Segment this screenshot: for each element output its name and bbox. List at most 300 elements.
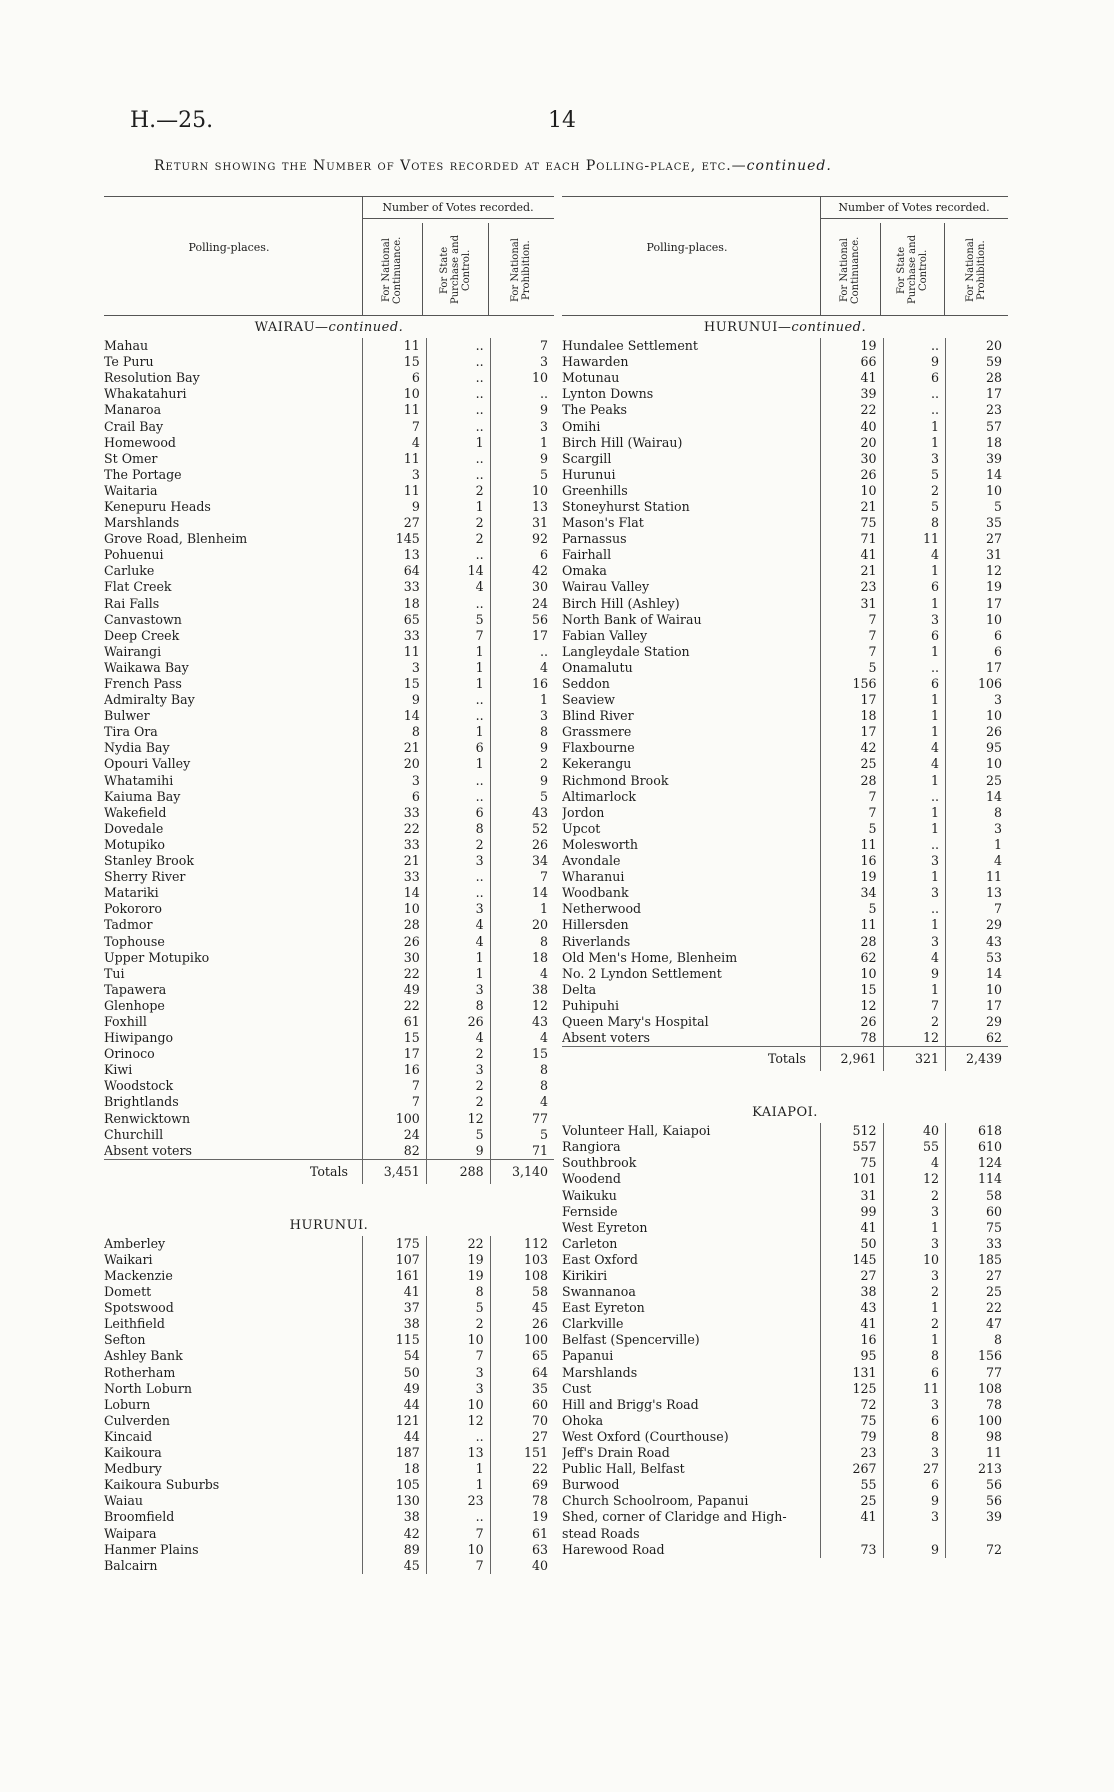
table-row <box>104 1381 554 1397</box>
state-purchase-votes: .. <box>883 660 946 676</box>
state-purchase-header: For State Purchase and Control. <box>438 235 472 305</box>
table-row <box>562 547 1008 563</box>
polling-place: Belfast (Spencerville) <box>562 1332 700 1348</box>
polling-place: Tapawera <box>104 981 167 997</box>
continuance-votes: 15 <box>363 354 427 370</box>
prohibition-votes: 12 <box>946 563 1009 579</box>
polling-place: Rai Falls <box>104 595 160 611</box>
state-purchase-votes: 2 <box>883 1188 946 1204</box>
state-purchase-votes: 4 <box>883 740 946 756</box>
prohibition-votes: 92 <box>490 531 554 547</box>
state-purchase-votes: 1 <box>426 950 490 966</box>
continuance-votes: 25 <box>821 756 884 772</box>
state-purchase-votes: 1 <box>883 982 946 998</box>
prohibition-votes: 16 <box>490 676 554 692</box>
table-row <box>104 756 554 772</box>
table-row <box>104 708 554 724</box>
prohibition-votes: 6 <box>946 628 1009 644</box>
state-purchase-votes: 3 <box>883 885 946 901</box>
state-purchase-votes: 5 <box>883 467 946 483</box>
prohibition-votes: 1 <box>490 692 554 708</box>
state-purchase-header: For State Purchase and Control. <box>895 235 929 305</box>
state-purchase-votes: .. <box>883 901 946 917</box>
polling-place: Opouri Valley <box>104 756 191 772</box>
prohibition-votes: 4 <box>490 1030 554 1046</box>
prohibition-votes: 56 <box>946 1493 1009 1509</box>
continuance-votes: 7 <box>363 1094 427 1110</box>
table-row <box>562 821 1008 837</box>
table-row <box>104 386 554 402</box>
continuance-votes: 49 <box>363 1381 427 1397</box>
continuance-votes: 7 <box>821 789 884 805</box>
polling-place: Avondale <box>562 853 621 869</box>
state-purchase-votes: .. <box>426 354 490 370</box>
state-purchase-votes: 1 <box>883 805 946 821</box>
table-row <box>562 483 1008 499</box>
polling-place: Wakefield <box>104 804 167 820</box>
continuance-votes: 31 <box>821 596 884 612</box>
prohibition-votes: 14 <box>946 789 1009 805</box>
prohibition-votes: 56 <box>946 1477 1009 1493</box>
prohibition-votes: 39 <box>946 451 1009 467</box>
prohibition-votes: 40 <box>490 1558 554 1574</box>
state-purchase-votes: 6 <box>426 805 490 821</box>
table-row <box>562 467 1008 483</box>
state-purchase-votes: 12 <box>426 1413 490 1429</box>
polling-place: Glenhope <box>104 997 165 1013</box>
prohibition-votes: 98 <box>946 1429 1009 1445</box>
state-purchase-votes: .. <box>426 386 490 402</box>
table-row <box>562 612 1008 628</box>
table-row <box>104 1445 554 1461</box>
polling-place: Loburn <box>104 1396 151 1412</box>
totals-value: 2,961 <box>821 1047 884 1072</box>
prohibition-votes: 22 <box>946 1300 1009 1316</box>
table-row <box>104 1558 554 1574</box>
state-purchase-votes: .. <box>426 402 490 418</box>
polling-place: Matariki <box>104 885 159 901</box>
continuance-votes: 41 <box>821 1509 884 1525</box>
table-row <box>104 660 554 676</box>
table-row <box>562 1220 1008 1236</box>
prohibition-votes: 11 <box>946 869 1009 885</box>
table-row <box>104 1030 554 1046</box>
prohibition-votes: 17 <box>946 660 1009 676</box>
polling-place: Whatamihi <box>104 772 174 788</box>
continuance-votes: 27 <box>363 515 427 531</box>
state-purchase-votes: 2 <box>426 1046 490 1062</box>
table-row <box>562 1252 1008 1268</box>
state-purchase-votes: 4 <box>426 933 490 949</box>
state-purchase-votes: 9 <box>883 966 946 982</box>
table-row <box>562 1123 1008 1139</box>
state-purchase-votes: 2 <box>426 483 490 499</box>
polling-place: West Eyreton <box>562 1219 648 1235</box>
table-row <box>562 435 1008 451</box>
polling-place: Orinoco <box>104 1046 155 1062</box>
state-purchase-votes: 12 <box>883 1030 946 1047</box>
polling-place: No. 2 Lyndon Settlement <box>562 965 722 981</box>
continuance-votes: 16 <box>821 1332 884 1348</box>
prohibition-votes: 27 <box>946 531 1009 547</box>
state-purchase-votes: 1 <box>883 869 946 885</box>
prohibition-votes: 10 <box>946 612 1009 628</box>
wairau-table <box>104 338 554 1184</box>
state-purchase-votes: 8 <box>883 1429 946 1445</box>
polling-place: Southbrook <box>562 1155 637 1171</box>
table-row <box>104 451 554 467</box>
state-purchase-votes: 7 <box>426 1558 490 1574</box>
continuance-votes <box>821 1525 884 1541</box>
prohibition-votes: 151 <box>490 1445 554 1461</box>
prohibition-votes: 42 <box>490 563 554 579</box>
totals-label: Totals <box>104 1159 363 1184</box>
continuance-votes: 42 <box>821 740 884 756</box>
state-purchase-votes: 3 <box>426 982 490 998</box>
table-row <box>562 1429 1008 1445</box>
totals-row <box>104 1159 554 1184</box>
continuance-votes: 30 <box>821 451 884 467</box>
prohibition-votes: 5 <box>490 467 554 483</box>
continuance-votes: 17 <box>821 692 884 708</box>
state-purchase-votes: 27 <box>883 1461 946 1477</box>
continuance-votes: 65 <box>363 612 427 628</box>
polling-place: Fabian Valley <box>562 627 648 643</box>
continuance-votes: 26 <box>821 467 884 483</box>
table-row <box>104 547 554 563</box>
continuance-votes: 7 <box>821 628 884 644</box>
continuance-votes: 38 <box>363 1316 427 1332</box>
prohibition-votes: 1 <box>490 901 554 917</box>
prohibition-votes: 20 <box>946 338 1009 354</box>
section-kaiapoi: KAIAPOI. <box>752 1105 818 1121</box>
polling-place: Queen Mary's Hospital <box>562 1013 709 1029</box>
polling-place: Absent voters <box>104 1142 192 1158</box>
polling-place: Mason's Flat <box>562 515 644 531</box>
table-row <box>104 402 554 418</box>
state-purchase-votes: 19 <box>426 1268 490 1284</box>
table-row <box>104 338 554 354</box>
continuance-votes: 18 <box>363 596 427 612</box>
polling-place: Altimarlock <box>562 788 636 804</box>
prohibition-votes: 8 <box>490 1062 554 1078</box>
totals-value: 3,451 <box>363 1159 427 1184</box>
polling-place: East Oxford <box>562 1251 638 1267</box>
prohibition-votes: 27 <box>946 1268 1009 1284</box>
continuance-votes: 75 <box>821 1413 884 1429</box>
state-purchase-votes: 1 <box>883 821 946 837</box>
continuance-votes: 101 <box>821 1171 884 1187</box>
continuance-votes: 267 <box>821 1461 884 1477</box>
table-row <box>562 1236 1008 1252</box>
continuance-votes: 89 <box>363 1542 427 1558</box>
continuance-votes: 145 <box>363 531 427 547</box>
polling-place: Hawarden <box>562 354 629 370</box>
state-purchase-votes: .. <box>426 1429 490 1445</box>
table-row <box>104 676 554 692</box>
continuance-votes: 20 <box>363 756 427 772</box>
continuance-votes: 28 <box>821 773 884 789</box>
prohibition-votes: 10 <box>490 370 554 386</box>
state-purchase-votes: 3 <box>883 933 946 949</box>
continuance-votes: 28 <box>363 917 427 933</box>
continuance-votes: 25 <box>821 1493 884 1509</box>
state-purchase-votes: 1 <box>883 773 946 789</box>
polling-place: Grove Road, Blenheim <box>104 531 248 547</box>
table-row <box>562 579 1008 595</box>
page-number: 14 <box>548 108 576 133</box>
table-row <box>562 1204 1008 1220</box>
prohibition-votes: 185 <box>946 1252 1009 1268</box>
prohibition-votes: 24 <box>490 596 554 612</box>
state-purchase-votes: 4 <box>426 579 490 595</box>
state-purchase-votes: 7 <box>426 1525 490 1541</box>
table-row <box>562 660 1008 676</box>
table-row <box>562 1365 1008 1381</box>
continuance-votes: 9 <box>363 499 427 515</box>
document-code: H.—25. <box>130 108 214 133</box>
prohibition-votes: 156 <box>946 1348 1009 1364</box>
continuance-votes: 22 <box>363 998 427 1014</box>
prohibition-votes: 4 <box>490 966 554 982</box>
prohibition-votes: 31 <box>946 547 1009 563</box>
continuance-votes: 26 <box>821 1014 884 1030</box>
prohibition-votes: 26 <box>946 724 1009 740</box>
polling-place: Upcot <box>562 820 601 836</box>
state-purchase-votes: 1 <box>883 418 946 434</box>
continuance-votes: 55 <box>821 1477 884 1493</box>
continuance-votes: 40 <box>821 418 884 434</box>
polling-place: North Bank of Wairau <box>562 611 702 627</box>
state-purchase-votes: 10 <box>883 1252 946 1268</box>
right-column <box>562 196 1008 1558</box>
prohibition-votes: 63 <box>490 1542 554 1558</box>
continuance-votes: 156 <box>821 676 884 692</box>
polling-place: Resolution Bay <box>104 370 200 386</box>
state-purchase-votes: 26 <box>426 1014 490 1030</box>
table-row <box>562 789 1008 805</box>
table-row <box>104 644 554 660</box>
polling-place: Woodstock <box>104 1078 174 1094</box>
continuance-votes: 15 <box>821 982 884 998</box>
polling-place: Wairau Valley <box>562 579 650 595</box>
polling-place: The Portage <box>104 466 182 482</box>
continuance-votes: 33 <box>363 628 427 644</box>
prohibition-votes: 35 <box>490 1381 554 1397</box>
totals-value: 321 <box>883 1047 946 1072</box>
continuance-votes: 99 <box>821 1204 884 1220</box>
polling-place: Domett <box>104 1284 152 1300</box>
state-purchase-votes: 1 <box>426 660 490 676</box>
continuance-votes: 19 <box>821 869 884 885</box>
polling-place: Riverlands <box>562 933 631 949</box>
polling-place: Waiau <box>104 1493 144 1509</box>
continuance-votes: 7 <box>363 418 427 434</box>
polling-place: Waikuku <box>562 1187 617 1203</box>
polling-place: Hurunui <box>562 466 616 482</box>
polling-place: Lynton Downs <box>562 386 654 402</box>
state-purchase-votes: 3 <box>426 1062 490 1078</box>
prohibition-votes: 18 <box>490 950 554 966</box>
page-title: Return showing the Number of Votes recorded at each Polling-place, etc.—continued. <box>154 158 832 174</box>
polling-place: Birch Hill (Wairau) <box>562 434 683 450</box>
polling-place: Rotherham <box>104 1364 176 1380</box>
state-purchase-votes: 6 <box>883 676 946 692</box>
table-row <box>562 1332 1008 1348</box>
polling-place: Jordon <box>562 804 605 820</box>
polling-place: East Eyreton <box>562 1300 645 1316</box>
table-row <box>562 1268 1008 1284</box>
table-row <box>104 1236 554 1252</box>
continuance-votes: 187 <box>363 1445 427 1461</box>
continuance-votes: 79 <box>821 1429 884 1445</box>
prohibition-votes: 5 <box>946 499 1009 515</box>
table-row <box>562 1014 1008 1030</box>
prohibition-votes: 25 <box>946 1284 1009 1300</box>
state-purchase-votes: 2 <box>426 515 490 531</box>
continuance-votes: 73 <box>821 1542 884 1558</box>
table-row <box>104 1268 554 1284</box>
polling-place: Public Hall, Belfast <box>562 1461 685 1477</box>
state-purchase-votes: 8 <box>883 1348 946 1364</box>
state-purchase-votes: .. <box>426 885 490 901</box>
table-row <box>104 612 554 628</box>
state-purchase-votes: .. <box>426 467 490 483</box>
state-purchase-votes: .. <box>426 1509 490 1525</box>
prohibition-votes: 38 <box>490 982 554 998</box>
state-purchase-votes: 4 <box>426 1030 490 1046</box>
section-wairau: WAIRAU—continued. <box>254 320 404 335</box>
polling-place: Carleton <box>562 1235 618 1251</box>
continuance-votes: 21 <box>821 563 884 579</box>
prohibition-votes: 112 <box>490 1236 554 1252</box>
continuance-votes: 41 <box>821 1316 884 1332</box>
kaiapoi-table <box>562 1123 1008 1558</box>
prohibition-votes: 3 <box>946 692 1009 708</box>
state-purchase-votes: 2 <box>883 1014 946 1030</box>
polling-place: Delta <box>562 981 597 997</box>
state-purchase-votes: 1 <box>883 596 946 612</box>
prohibition-votes: 3 <box>490 708 554 724</box>
prohibition-votes: 4 <box>490 1094 554 1110</box>
table-row <box>104 1429 554 1445</box>
polling-place: Wharanui <box>562 869 625 885</box>
continuance-votes: 75 <box>821 515 884 531</box>
table-row <box>104 950 554 966</box>
table-row <box>562 1348 1008 1364</box>
state-purchase-votes: 2 <box>426 1078 490 1094</box>
table-row <box>104 692 554 708</box>
table-row <box>104 1509 554 1525</box>
polling-place: Ohoka <box>562 1412 604 1428</box>
table-row <box>562 869 1008 885</box>
table-row <box>104 499 554 515</box>
table-row <box>104 933 554 949</box>
state-purchase-votes: 9 <box>426 1143 490 1160</box>
prohibition-votes: 34 <box>490 853 554 869</box>
state-purchase-votes: 2 <box>426 531 490 547</box>
state-purchase-votes: 8 <box>426 998 490 1014</box>
table-row <box>104 1525 554 1541</box>
polling-place: Deep Creek <box>104 627 180 643</box>
table-row <box>562 998 1008 1014</box>
prohibition-votes: 19 <box>946 579 1009 595</box>
continuance-votes: 16 <box>363 1062 427 1078</box>
continuance-votes: 131 <box>821 1365 884 1381</box>
prohibition-votes: 103 <box>490 1252 554 1268</box>
polling-place: Medbury <box>104 1461 162 1477</box>
prohibition-votes: 4 <box>946 853 1009 869</box>
table-row <box>104 1332 554 1348</box>
state-purchase-votes: 7 <box>426 1348 490 1364</box>
polling-place: North Loburn <box>104 1380 193 1396</box>
state-purchase-votes: 2 <box>426 1094 490 1110</box>
polling-place: Motunau <box>562 370 620 386</box>
prohibition-votes: 3 <box>946 821 1009 837</box>
prohibition-votes: 1 <box>946 837 1009 853</box>
continuance-votes: 71 <box>821 531 884 547</box>
table-row <box>104 1477 554 1493</box>
prohibition-votes: 35 <box>946 515 1009 531</box>
polling-place: Hillersden <box>562 917 629 933</box>
prohibition-votes: 8 <box>490 724 554 740</box>
table-row <box>104 1014 554 1030</box>
table-row <box>562 1188 1008 1204</box>
table-row <box>562 724 1008 740</box>
table-row <box>104 724 554 740</box>
state-purchase-votes: .. <box>426 773 490 789</box>
prohibition-votes: 60 <box>946 1204 1009 1220</box>
state-purchase-votes: .. <box>426 596 490 612</box>
continuance-votes: 31 <box>821 1188 884 1204</box>
state-purchase-votes: .. <box>426 869 490 885</box>
state-purchase-votes: 5 <box>426 612 490 628</box>
polling-place: Marshlands <box>562 1364 638 1380</box>
continuance-votes: 49 <box>363 982 427 998</box>
table-row <box>104 1413 554 1429</box>
polling-place: Richmond Brook <box>562 772 669 788</box>
prohibition-votes: 8 <box>946 1332 1009 1348</box>
state-purchase-votes: 10 <box>426 1542 490 1558</box>
state-purchase-votes: 1 <box>426 966 490 982</box>
polling-place: Pohuenui <box>104 547 164 563</box>
state-purchase-votes: 22 <box>426 1236 490 1252</box>
state-purchase-votes: 11 <box>883 531 946 547</box>
polling-place: Mahau <box>104 338 149 354</box>
prohibition-votes: 62 <box>946 1030 1009 1047</box>
continuance-votes: 78 <box>821 1030 884 1047</box>
prohibition-votes: 18 <box>946 435 1009 451</box>
state-purchase-votes: 19 <box>426 1252 490 1268</box>
polling-place: Volunteer Hall, Kaiapoi <box>562 1123 711 1139</box>
table-row <box>562 370 1008 386</box>
table-row <box>562 692 1008 708</box>
prohibition-votes: 43 <box>946 933 1009 949</box>
prohibition-votes: 10 <box>490 483 554 499</box>
prohibition-votes: 618 <box>946 1123 1009 1139</box>
state-purchase-votes: .. <box>883 837 946 853</box>
prohibition-votes <box>946 1525 1009 1541</box>
prohibition-votes: 39 <box>946 1509 1009 1525</box>
table-row <box>562 1493 1008 1509</box>
state-purchase-votes: 2 <box>426 1316 490 1332</box>
polling-place: Burwood <box>562 1477 620 1493</box>
prohibition-votes: 5 <box>490 789 554 805</box>
continuance-votes: 121 <box>363 1413 427 1429</box>
continuance-votes: 33 <box>363 837 427 853</box>
prohibition-votes: 64 <box>490 1365 554 1381</box>
prohibition-votes: 26 <box>490 837 554 853</box>
